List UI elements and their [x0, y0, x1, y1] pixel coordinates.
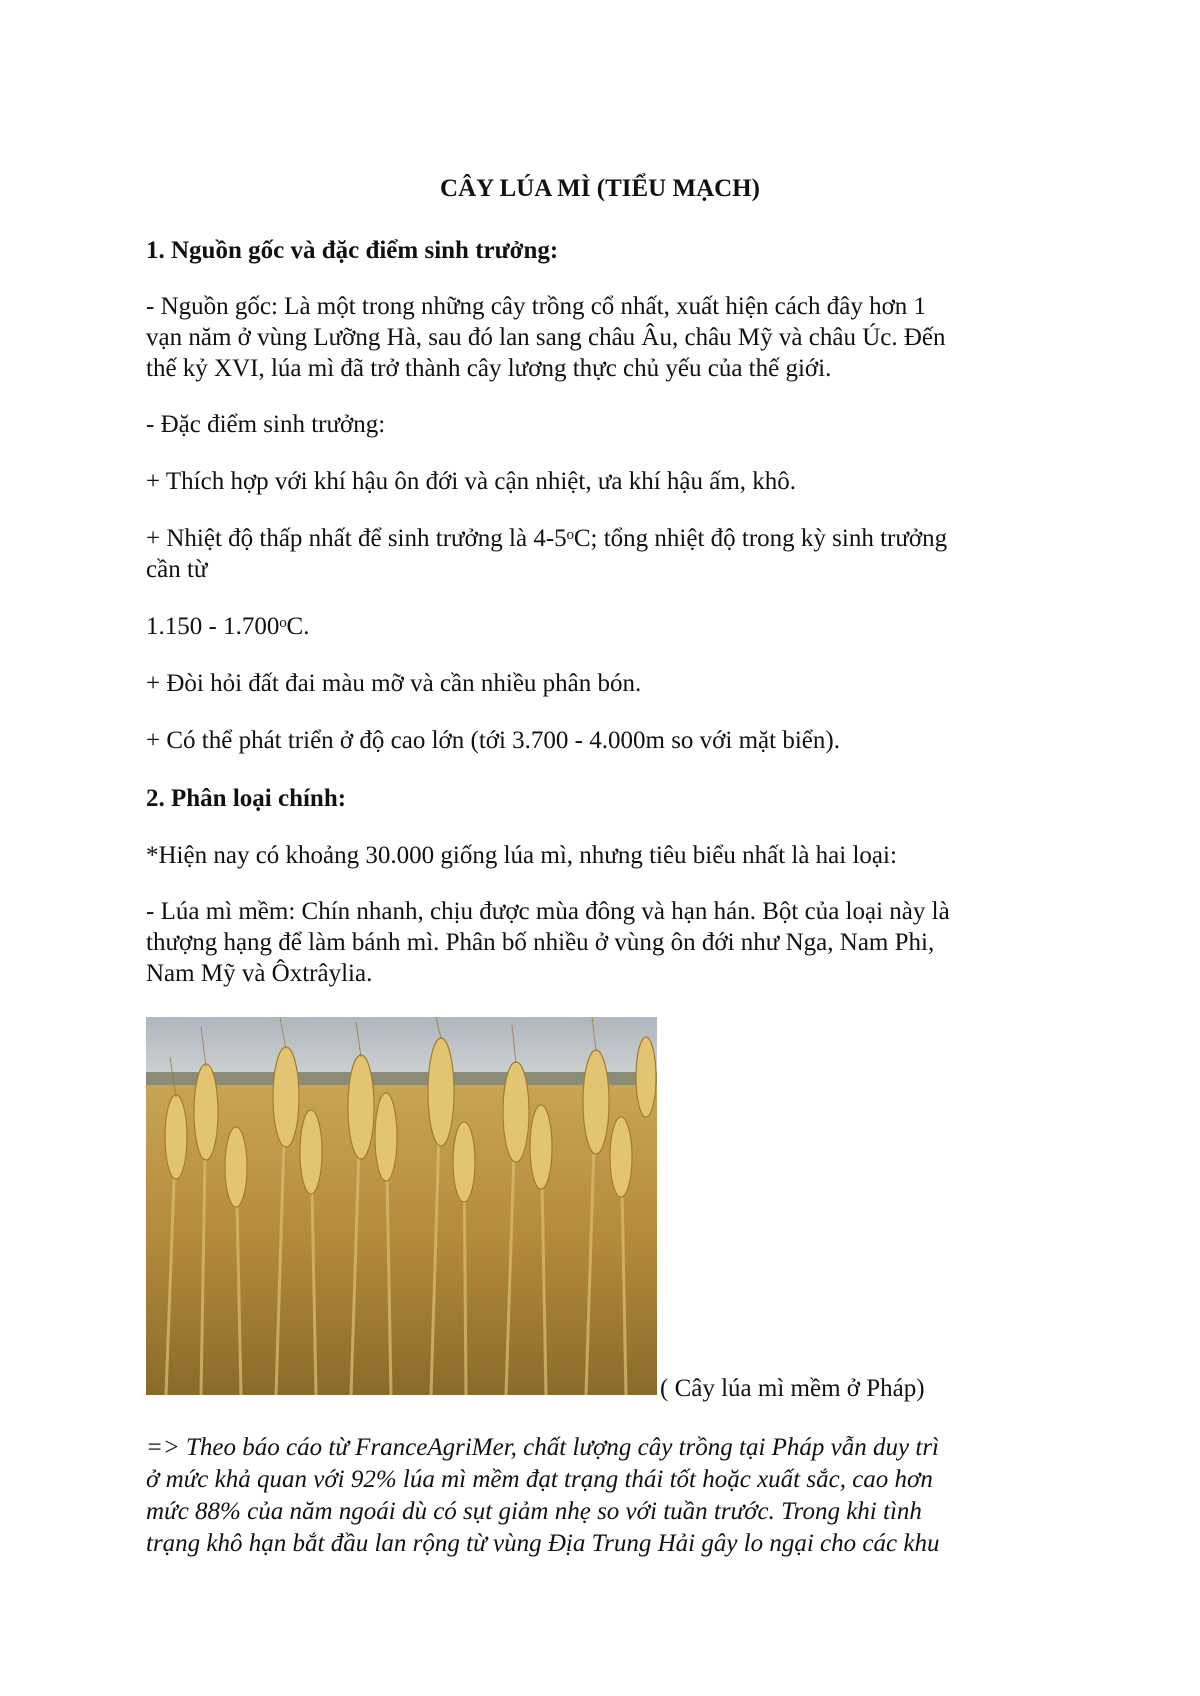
photo-caption: ( Cây lúa mì mềm ở Pháp) [660, 1375, 925, 1402]
soft-wheat-line: - Lúa mì mềm: Chín nhanh, chịu được mùa đông và hạn hán. Bột của loại này là [146, 898, 950, 925]
report-line: mức 88% của năm ngoái dù có sụt giảm nhẹ so với tuần trước. Trong khi tình [146, 1498, 922, 1525]
growth-temperature-line: + Nhiệt độ thấp nhất để sinh trưởng là 4-5ᵒC; tổng nhiệt độ trong kỳ sinh trưởng [146, 525, 948, 552]
wheat-field-photo [146, 1017, 657, 1395]
soft-wheat-line: thượng hạng để làm bánh mì. Phân bố nhiều ở vùng ôn đới như Nga, Nam Phi, [146, 929, 935, 956]
growth-soil: + Đòi hỏi đất đai màu mỡ và cần nhiều phân bón. [146, 670, 642, 697]
growth-temperature-range: 1.150 - 1.700ᵒC. [146, 613, 310, 640]
growth-altitude: + Có thể phát triển ở độ cao lớn (tới 3.700 - 4.000m so với mặt biển). [146, 727, 840, 754]
soft-wheat-line: Nam Mỹ và Ôxtrâylia. [146, 960, 373, 987]
section-1-heading: 1. Nguồn gốc và đặc điểm sinh trưởng: [146, 237, 559, 264]
origin-line: thế kỷ XVI, lúa mì đã trở thành cây lương thực chủ yếu của thế giới. [146, 355, 832, 382]
report-line: => Theo báo cáo từ FranceAgriMer, chất lượng cây trồng tại Pháp vẫn duy trì [146, 1434, 939, 1461]
growth-climate: + Thích hợp với khí hậu ôn đới và cận nhiệt, ưa khí hậu ấm, khô. [146, 468, 797, 495]
report-line: trạng khô hạn bắt đầu lan rộng từ vùng Địa Trung Hải gây lo ngại cho các khu [146, 1530, 940, 1557]
section-2-heading: 2. Phân loại chính: [146, 785, 347, 812]
origin-line: - Nguồn gốc: Là một trong những cây trồng cổ nhất, xuất hiện cách đây hơn 1 [146, 293, 927, 320]
report-line: ở mức khả quan với 92% lúa mì mềm đạt trạng thái tốt hoặc xuất sắc, cao hơn [146, 1466, 933, 1493]
growth-heading: - Đặc điểm sinh trưởng: [146, 411, 386, 438]
document-title: CÂY LÚA MÌ (TIỂU MẠCH) [440, 175, 760, 202]
origin-line: vạn năm ở vùng Lưỡng Hà, sau đó lan sang châu Âu, châu Mỹ và châu Úc. Đến [146, 324, 946, 351]
classification-intro: *Hiện nay có khoảng 30.000 giống lúa mì, nhưng tiêu biểu nhất là hai loại: [146, 842, 897, 869]
growth-temperature-line: cần từ [146, 556, 208, 583]
